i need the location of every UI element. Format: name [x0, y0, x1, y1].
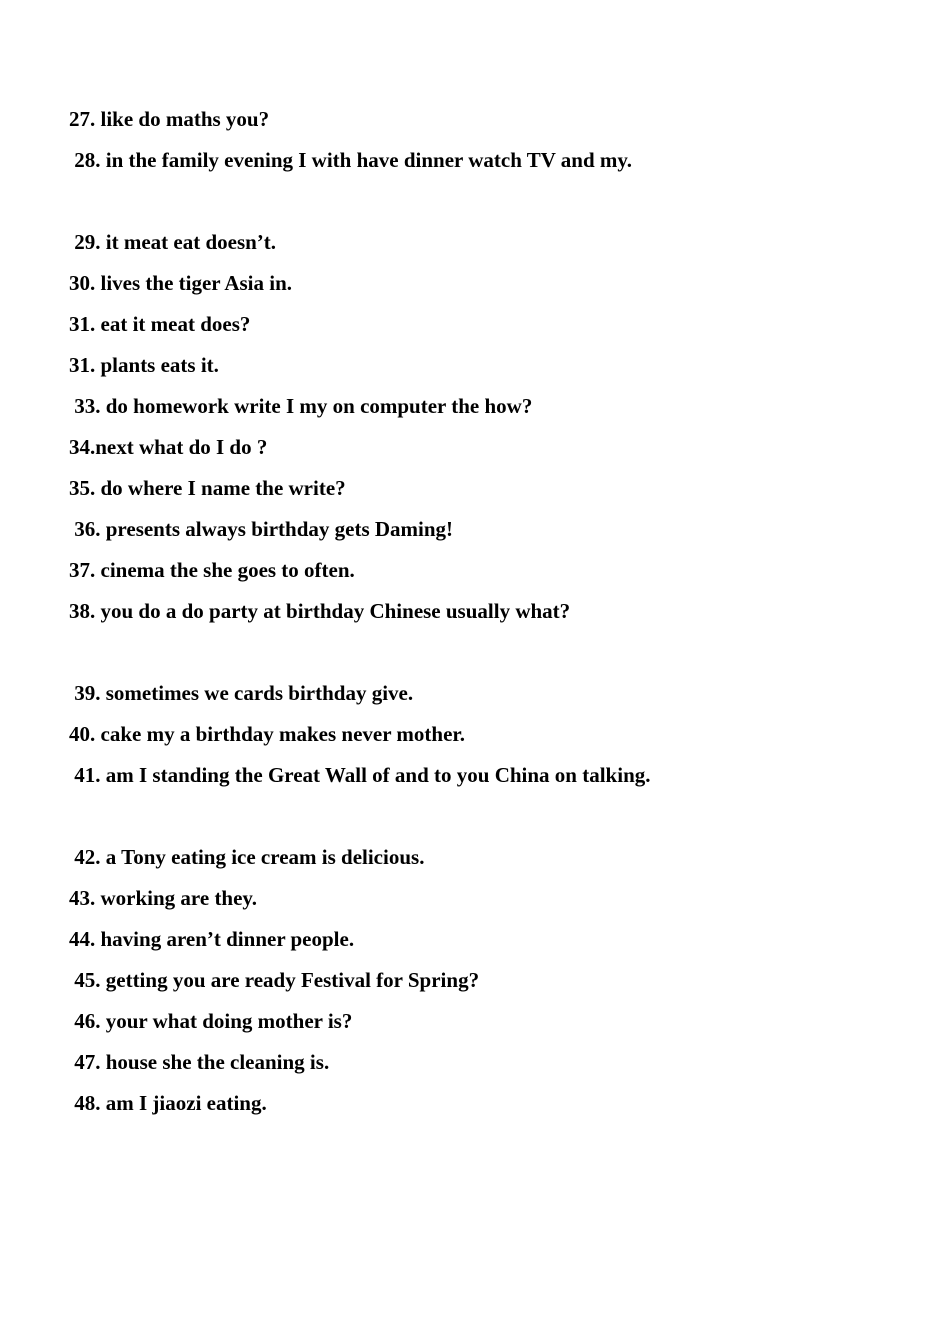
- sentence-37: 37. cinema the she goes to often.: [69, 558, 355, 582]
- sentence-29: 29. it meat eat doesn’t.: [69, 230, 277, 254]
- sentence-27: 27. like do maths you?: [69, 107, 270, 131]
- sentence-31a: 31. eat it meat does?: [69, 312, 251, 336]
- sentence-33: 33. do homework write I my on computer the how?: [69, 394, 533, 418]
- sentence-34: 34.next what do I do ?: [69, 435, 268, 459]
- sentence-40: 40. cake my a birthday makes never mother.: [69, 722, 466, 746]
- sentence-38: 38. you do a do party at birthday Chinese usually what?: [69, 599, 571, 623]
- sentence-47: 47. house she the cleaning is.: [69, 1050, 330, 1074]
- sentence-42: 42. a Tony eating ice cream is delicious.: [69, 845, 425, 869]
- sentence-39: 39. sometimes we cards birthday give.: [69, 681, 414, 705]
- sentence-41: 41. am I standing the Great Wall of and to you China on talking.: [69, 763, 651, 787]
- sentence-28: 28. in the family evening I with have dinner watch TV and my.: [69, 148, 632, 172]
- sentence-45: 45. getting you are ready Festival for Spring?: [69, 968, 480, 992]
- sentence-44: 44. having aren’t dinner people.: [69, 927, 355, 951]
- sentence-30: 30. lives the tiger Asia in.: [69, 271, 293, 295]
- sentence-31b: 31. plants eats it.: [69, 353, 219, 377]
- sentence-35: 35. do where I name the write?: [69, 476, 346, 500]
- sentence-36: 36. presents always birthday gets Daming!: [69, 517, 454, 541]
- sentence-48: 48. am I jiaozi eating.: [69, 1091, 267, 1115]
- sentence-46: 46. your what doing mother is?: [69, 1009, 353, 1033]
- sentence-43: 43. working are they.: [69, 886, 258, 910]
